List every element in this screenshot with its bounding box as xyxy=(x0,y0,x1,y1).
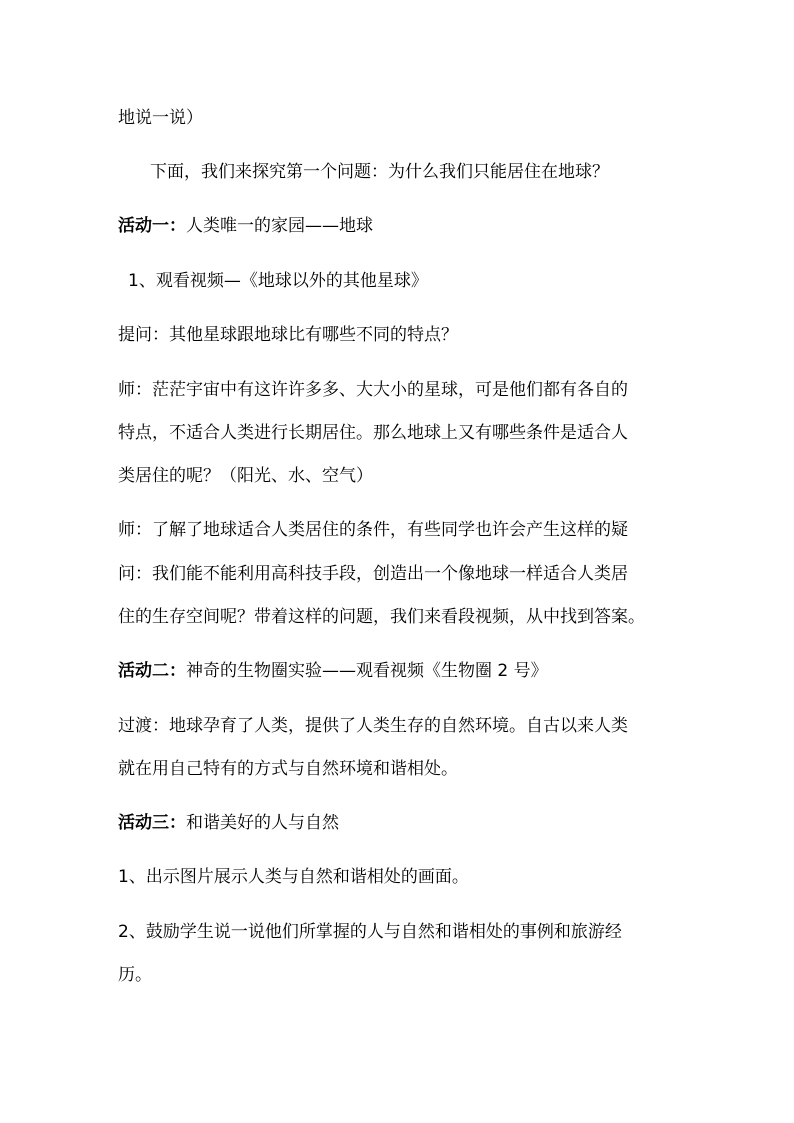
activity-3-step-2-line-1: 2、鼓励学生说一说他们所掌握的人与自然和谐相处的事例和旅游经 xyxy=(118,922,622,942)
question-line: 提问：其他星球跟地球比有哪些不同的特点？ xyxy=(118,325,458,345)
activity-3-heading xyxy=(118,811,698,835)
activity-1-title: 人类唯一的家园——地球 xyxy=(186,216,373,236)
activity-1-label: 活动一： xyxy=(118,216,186,236)
teacher-paragraph-1-line-3: 类居住的呢？（阳光、水、空气） xyxy=(118,466,373,486)
intro-paragraph: 下面，我们来探究第一个问题：为什么我们只能居住在地球？ xyxy=(150,162,609,182)
activity-2-title: 神奇的生物圈实验——观看视频《生物圈 2 号》 xyxy=(186,661,548,681)
teacher-paragraph-2-line-3: 住的生存空间呢？带着这样的问题，我们来看段视频，从中找到答案。 xyxy=(118,607,645,627)
activity-3-step-1: 1、出示图片展示人类与自然和谐相处的画面。 xyxy=(118,867,469,887)
teacher-paragraph-2-line-1: 师：了解了地球适合人类居住的条件，有些同学也许会产生这样的疑 xyxy=(118,520,628,540)
activity-2-label: 活动二： xyxy=(118,661,186,681)
teacher-paragraph-1-line-2: 特点，不适合人类进行长期居住。那么地球上又有哪些条件是适合人 xyxy=(118,423,628,443)
activity-3-title: 和谐美好的人与自然 xyxy=(186,813,339,833)
transition-paragraph-line-2: 就在用自己特有的方式与自然环境和谐相处。 xyxy=(118,759,458,779)
activity-1-step-1: 1、观看视频—《地球以外的其他星球》 xyxy=(128,271,428,291)
activity-3-label: 活动三： xyxy=(118,813,186,833)
transition-paragraph-line-1: 过渡：地球孕育了人类，提供了人类生存的自然环境。自古以来人类 xyxy=(118,716,628,736)
activity-2-heading xyxy=(118,659,698,683)
activity-1-heading xyxy=(118,214,698,238)
text-line-continuation: 地说一说） xyxy=(118,108,203,128)
teacher-paragraph-1-line-1: 师：茫茫宇宙中有这许许多多、大大小的星球，可是他们都有各自的 xyxy=(118,380,628,400)
teacher-paragraph-2-line-2: 问：我们能不能利用高科技手段，创造出一个像地球一样适合人类居 xyxy=(118,564,628,584)
activity-3-step-2-line-2: 历。 xyxy=(118,965,152,985)
